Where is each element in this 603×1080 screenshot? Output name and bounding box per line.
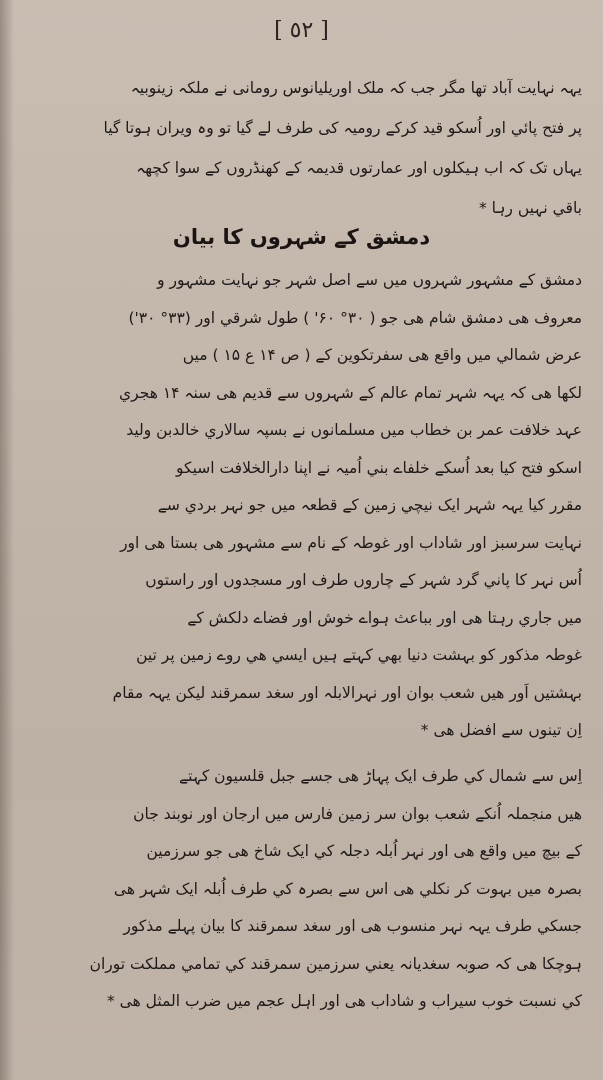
text-line: کے بیچ میں واقع هی اور نہر اُبلہ دجلہ کي ایک شاخ هی جو سرزمین: [146, 842, 582, 860]
text-line: باقي نہیں رہا *: [478, 199, 582, 217]
text-line: نہایت سرسبز اور شاداب اور غوطہ کے نام سے مشہور هی بستا هی اور: [120, 533, 582, 552]
text-line: دمشق کے مشہور شہروں میں سے اصل شہر جو نہایت مشہور و: [157, 271, 582, 289]
text-line: هیں منجملہ اُنکے شعب بوان سر زمین فارس میں ارجان اور نوبند جان: [133, 804, 582, 823]
text-line: اِن تینوں سے افضل هی *: [420, 721, 582, 739]
text-line: میں جاري رہتا هی اور بباعث ہواے خوش اور فضاے دلکش کے: [187, 608, 582, 627]
text-line: معروف هی دمشق شام هی جو ( ۳۰° ۶۰' ) طول شرقي اور (۳۳° ۳۰'): [128, 308, 582, 327]
text-line: اِس سے شمال کي طرف ایک پہاڑ هی جسے جبل قلسیون کہتے: [178, 767, 582, 785]
section-heading: دمشق کے شہروں کا بیان: [172, 225, 431, 249]
text-line: اُس نہر کا پاني گرد شہر کے چاروں طرف اور مسجدوں اور راستوں: [145, 571, 582, 589]
closing-paragraph: [30, 758, 582, 1021]
text-line: جسکي طرف یہہ نہر منسوب هی اور سغد سمرقند کا بیان پہلے مذکور: [123, 917, 582, 935]
text-line: بہشتیں اَور هیں شعب بوان اور نہرالابلہ اور سغد سمرقند لیکن یہہ مقام: [112, 683, 582, 702]
text-line: ہوچکا هی کہ صوبہ سغدیانہ یعني سرزمین سمرقند کي تمامي مملکت توران: [89, 954, 582, 973]
text-line: عرض شمالي میں واقع هی سفرتکوین کے ( ص ۱۴ ع ۱۵ ) میں: [182, 346, 582, 364]
text-line: یہاں تک کہ اب ہیکلوں اور عمارتوں قدیمہ کے کھنڈروں کے سوا کچھہ: [136, 159, 582, 177]
text-line: اسکو فتح کیا بعد اُسکے خلفاے بني اُمیہ نے اپنا دارالخلافت اسیکو: [176, 458, 582, 477]
text-line: بصرہ میں بہوت کر نکلي هی اس سے بصرہ کي طرف اُبلہ ایک شہر هی: [113, 879, 582, 898]
page-binding-shadow: [0, 0, 14, 1080]
text-line: لکھا هی کہ یہہ شہر تمام عالم کے شہروں سے قدیم هی سنہ ۱۴ هجري: [119, 383, 582, 402]
text-line: عہد خلافت عمر بن خطاب میں مسلمانوں نے بسپہ سالاري خالدبن ولید: [126, 421, 582, 439]
section-paragraph: [30, 262, 582, 750]
text-line: یہہ نہایت آباد تھا مگر جب کہ ملک اوریلیانوس رومانی نے ملکہ زینوبیہ: [130, 79, 582, 97]
text-line: کي نسبت خوب سیراب و شاداب هی اور اہل عجم میں ضرب المثل هی *: [106, 992, 582, 1010]
text-line: پر فتح پائي اور اُسکو قید کرکے رومیہ کی طرف لے گیا تو وہ ویران ہوتا گیا: [103, 119, 582, 137]
page-number: [ ٥٢ ]: [274, 18, 329, 43]
text-line: مقرر کیا یہہ شہر ایک نیچي زمین کے قطعہ میں جو نہر بردي سے: [157, 496, 582, 514]
intro-paragraph: [30, 68, 582, 228]
text-line: غوطہ مذکور کو بہشت دنیا بھي کہتے ہیں ایسي هي روے زمین پر تین: [136, 646, 582, 664]
